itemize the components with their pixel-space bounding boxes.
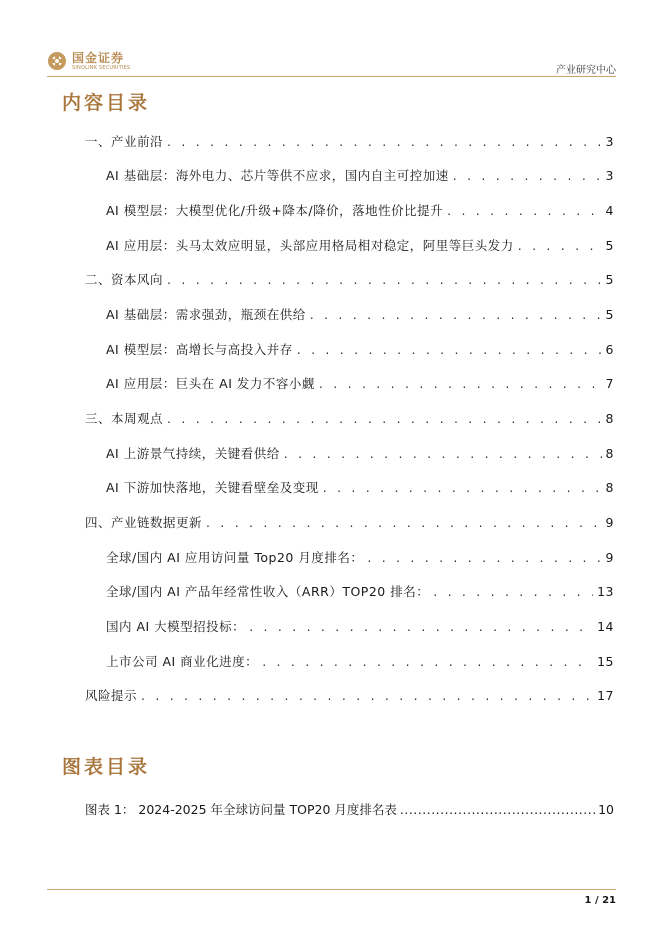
- department-label: 产业研究中心: [556, 65, 616, 76]
- figure-list-title: 图表目录: [62, 756, 151, 778]
- toc-entry-page: 5: [605, 238, 614, 253]
- toc-entry[interactable]: [85, 409, 614, 427]
- toc-leader: [310, 307, 602, 322]
- toc-leader: [206, 515, 602, 530]
- toc-entry-page: 9: [605, 515, 614, 530]
- toc-entry-page: 3: [605, 134, 614, 149]
- figure-entry-page: 10: [598, 802, 614, 817]
- logo-emblem-icon: [47, 51, 67, 71]
- toc-entry[interactable]: [85, 686, 614, 704]
- toc-entry-page: 8: [605, 480, 614, 495]
- toc-entry-label: 四、产业链数据更新: [85, 515, 203, 530]
- toc-entry-page: 5: [605, 307, 614, 322]
- toc-entry-page: 5: [605, 272, 614, 287]
- toc-entry[interactable]: [85, 132, 614, 150]
- toc-entry-label: 二、资本风向: [85, 272, 164, 287]
- toc-entry-label: AI 下游加快落地，关键看壁垒及变现: [106, 480, 319, 495]
- toc-entry-page: 14: [597, 619, 614, 634]
- toc-entry[interactable]: [106, 201, 614, 219]
- toc-entry-label: AI 基础层：海外电力、芯片等供不应求，国内自主可控加速: [106, 168, 449, 183]
- toc-leader: [518, 238, 602, 253]
- toc-entry[interactable]: [106, 374, 614, 392]
- toc-entry-label: AI 模型层：高增长与高投入并存: [106, 342, 293, 357]
- toc-entry-page: 8: [605, 411, 614, 426]
- toc-entry-label: 全球/国内 AI 产品年经常性收入（ARR）TOP20 排名：: [106, 584, 430, 599]
- logo-name-cn: 国金证券: [72, 50, 125, 65]
- toc-title: 内容目录: [62, 92, 151, 114]
- toc-leader: [323, 480, 602, 495]
- header-divider: [47, 76, 616, 77]
- toc-entry[interactable]: [106, 305, 614, 323]
- toc-entry[interactable]: [106, 548, 614, 566]
- toc-entry-page: 13: [597, 584, 614, 599]
- toc-leader: [167, 272, 602, 287]
- toc-entry-page: 9: [605, 550, 614, 565]
- toc-leader: [319, 376, 602, 391]
- toc-entry-page: 17: [597, 688, 614, 703]
- toc-leader: [141, 688, 593, 703]
- toc-entry-label: 三、本周观点: [85, 411, 164, 426]
- toc-entry[interactable]: [106, 444, 614, 462]
- page-header: [0, 0, 662, 80]
- toc-entry-page: 15: [597, 654, 614, 669]
- toc-entry-page: 3: [605, 168, 614, 183]
- toc-leader: [297, 342, 602, 357]
- toc-entry[interactable]: [106, 166, 614, 184]
- toc-entry[interactable]: [106, 478, 614, 496]
- figure-leader: [400, 802, 595, 817]
- page-number: 1 / 21: [584, 895, 616, 906]
- figure-entry-label: 图表 1： 2024-2025 年全球访问量 TOP20 月度排名表: [85, 802, 397, 817]
- figure-entry[interactable]: [85, 800, 614, 818]
- toc-entry-label: AI 模型层：大模型优化/升级+降本/降价，落地性价比提升: [106, 203, 444, 218]
- toc-leader: [167, 134, 602, 149]
- toc-entry-label: AI 上游景气持续，关键看供给: [106, 446, 280, 461]
- toc-entry-label: 上市公司 AI 商业化进度：: [106, 654, 259, 669]
- toc-entry-label: 全球/国内 AI 应用访问量 Top20 月度排名：: [106, 550, 364, 565]
- toc-leader: [262, 654, 593, 669]
- toc-leader: [453, 168, 602, 183]
- logo-name-en: SINOLINK SECURITIES: [72, 64, 131, 71]
- toc-entry-page: 4: [605, 203, 614, 218]
- toc-entry[interactable]: [85, 270, 614, 288]
- toc-leader: [367, 550, 601, 565]
- toc-entry-label: 风险提示: [85, 688, 138, 703]
- toc-entry-label: AI 应用层：头马太效应明显，头部应用格局相对稳定，阿里等巨头发力: [106, 238, 514, 253]
- footer-divider: [47, 889, 616, 890]
- toc-entry[interactable]: [106, 582, 614, 600]
- toc-entry[interactable]: [106, 236, 614, 254]
- toc-entry-label: AI 应用层：巨头在 AI 发力不容小觑: [106, 376, 315, 391]
- toc-entry-page: 7: [605, 376, 614, 391]
- toc-entry[interactable]: [85, 513, 614, 531]
- toc-leader: [249, 619, 593, 634]
- toc-entry-label: 国内 AI 大模型招投标：: [106, 619, 246, 634]
- toc-entry[interactable]: [106, 617, 614, 635]
- company-logo: [47, 51, 130, 71]
- toc-leader: [433, 584, 593, 599]
- toc-leader: [167, 411, 602, 426]
- toc-leader: [447, 203, 601, 218]
- toc-entry[interactable]: [106, 652, 614, 670]
- toc-entry-page: 8: [605, 446, 614, 461]
- toc-entry[interactable]: [106, 340, 614, 358]
- toc-entry-label: AI 基础层：需求强劲，瓶颈在供给: [106, 307, 306, 322]
- toc-entry-page: 6: [605, 342, 614, 357]
- toc-entry-label: 一、产业前沿: [85, 134, 164, 149]
- toc-leader: [284, 446, 602, 461]
